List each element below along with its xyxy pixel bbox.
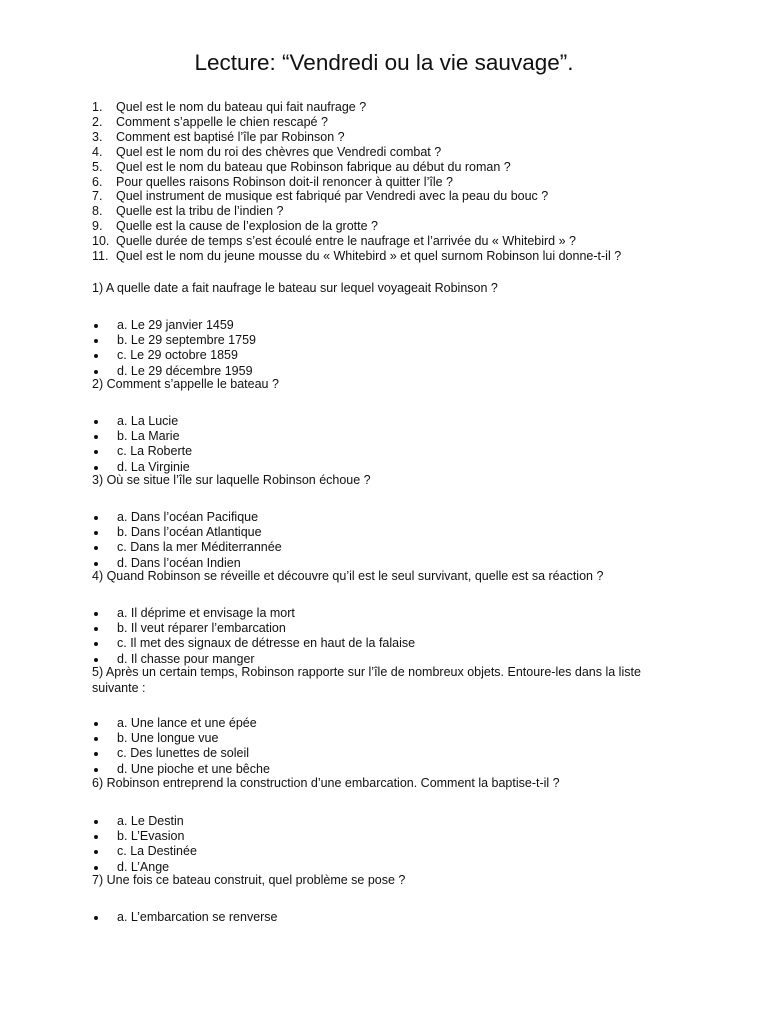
option-text: c. Des lunettes de soleil <box>117 746 250 761</box>
bullet-icon <box>94 370 98 374</box>
bullet-icon <box>94 866 98 870</box>
item-text: Quel est le nom du jeune mousse du « Whitebird » et quel surnom Robinson lui donne-t-il ? <box>116 249 622 264</box>
bullet-icon <box>94 531 98 535</box>
item-number: 3. <box>92 129 103 144</box>
item-text: Quelle durée de temps s’est écoulé entre le naufrage et l’arrivée du « Whitebird » ? <box>116 234 576 249</box>
quiz-block-5 <box>92 665 672 696</box>
bullet-icon <box>94 354 98 358</box>
list-item <box>92 160 621 175</box>
quiz-question: 4) Quand Robinson se réveille et découvre qu’il est le seul survivant, quelle est sa réaction ? <box>92 569 604 583</box>
bullet-icon <box>94 850 98 854</box>
option-text: b. Dans l’océan Atlantique <box>117 525 262 540</box>
quiz-block-4 <box>92 569 672 585</box>
quiz-option <box>92 540 672 555</box>
bullet-icon <box>94 562 98 566</box>
item-text: Quelle est la tribu de l’indien ? <box>116 204 284 219</box>
quiz-question: 2) Comment s’appelle le bateau ? <box>92 377 279 391</box>
option-text: c. Le 29 octobre 1859 <box>117 348 238 363</box>
bullet-icon <box>94 916 98 920</box>
quiz-options-7 <box>92 910 672 925</box>
bullet-icon <box>94 612 98 616</box>
item-text: Quelle est la cause de l’explosion de la grotte ? <box>116 219 378 234</box>
item-number: 7. <box>92 189 103 204</box>
item-text: Quel est le nom du roi des chèvres que Vendredi combat ? <box>116 144 442 159</box>
item-text: Quel instrument de musique est fabriqué par Vendredi avec la peau du bouc ? <box>116 189 549 204</box>
list-item <box>92 100 621 115</box>
item-number: 2. <box>92 114 103 129</box>
quiz-options-3 <box>92 510 672 571</box>
list-item <box>92 175 621 190</box>
option-text: d. Le 29 décembre 1959 <box>117 363 253 378</box>
bullet-icon <box>94 324 98 328</box>
option-text: a. Le 29 janvier 1459 <box>117 318 234 332</box>
quiz-option <box>92 429 672 444</box>
bullet-icon <box>94 420 98 424</box>
quiz-question: 6) Robinson entreprend la construction d’une embarcation. Comment la baptise-t-il ? <box>92 776 560 790</box>
quiz-option <box>92 762 672 777</box>
bullet-icon <box>94 546 98 550</box>
option-text: b. Une longue vue <box>117 731 219 746</box>
quiz-question: 3) Où se situe l’île sur laquelle Robinson échoue ? <box>92 473 371 487</box>
option-text: a. Dans l’océan Pacifique <box>117 510 259 524</box>
bullet-icon <box>94 450 98 454</box>
quiz-option <box>92 621 672 636</box>
page-title: Lecture: “Vendredi ou la vie sauvage”. <box>194 50 574 75</box>
bullet-icon <box>94 339 98 343</box>
item-number: 4. <box>92 144 103 159</box>
option-text: c. Dans la mer Méditerrannée <box>117 540 282 555</box>
quiz-block-3 <box>92 473 672 489</box>
option-text: a. Il déprime et envisage la mort <box>117 606 295 620</box>
bullet-icon <box>94 835 98 839</box>
item-text: Quel est le nom du bateau qui fait naufrage ? <box>116 100 367 114</box>
item-text: Comment est baptisé l’île par Robinson ? <box>116 129 345 144</box>
quiz-options-5 <box>92 716 672 777</box>
option-text: b. La Marie <box>117 429 180 444</box>
item-text: Pour quelles raisons Robinson doit-il renoncer à quitter l’île ? <box>116 174 453 189</box>
quiz-option <box>92 731 672 746</box>
quiz-question: 5) Après un certain temps, Robinson rapporte sur l’île de nombreux objets. Entoure-les dans la liste suivante : <box>92 665 641 695</box>
item-number: 5. <box>92 159 103 174</box>
quiz-option <box>92 510 672 525</box>
option-text: c. La Roberte <box>117 444 193 459</box>
item-number: 9. <box>92 219 103 234</box>
quiz-option <box>92 829 672 844</box>
quiz-question: 1) A quelle date a fait naufrage le bateau sur lequel voyageait Robinson ? <box>92 281 498 295</box>
bullet-icon <box>94 435 98 439</box>
list-item <box>92 115 621 130</box>
quiz-question: 7) Une fois ce bateau construit, quel problème se pose ? <box>92 873 406 887</box>
option-text: a. La Lucie <box>117 414 179 428</box>
option-text: a. Une lance et une épée <box>117 716 257 730</box>
quiz-option <box>92 606 672 621</box>
quiz-options-1 <box>92 318 672 379</box>
quiz-block-7 <box>92 873 672 889</box>
quiz-option <box>92 910 672 925</box>
option-text: d. Il chasse pour manger <box>117 651 255 666</box>
bullet-icon <box>94 768 98 772</box>
bullet-icon <box>94 516 98 520</box>
bullet-icon <box>94 642 98 646</box>
option-text: b. Le 29 septembre 1759 <box>117 333 256 348</box>
list-item <box>92 130 621 145</box>
option-text: c. La Destinée <box>117 844 197 859</box>
quiz-options-2 <box>92 414 672 475</box>
bullet-icon <box>94 722 98 726</box>
question-list <box>92 100 621 264</box>
quiz-option <box>92 716 672 731</box>
list-item <box>92 145 621 160</box>
option-text: d. Dans l’océan Indien <box>117 555 241 570</box>
quiz-option <box>92 814 672 829</box>
item-text: Comment s’appelle le chien rescapé ? <box>116 114 328 129</box>
bullet-icon <box>94 820 98 824</box>
quiz-option <box>92 348 672 363</box>
item-number: 1. <box>92 100 103 114</box>
quiz-options-4 <box>92 606 672 667</box>
quiz-option <box>92 414 672 429</box>
quiz-block-1 <box>92 281 672 297</box>
list-item <box>92 234 621 249</box>
quiz-option <box>92 318 672 333</box>
bullet-icon <box>94 466 98 470</box>
quiz-option <box>92 525 672 540</box>
option-text: b. L’Evasion <box>117 829 185 844</box>
quiz-option <box>92 746 672 761</box>
item-number: 6. <box>92 174 103 189</box>
item-text: Quel est le nom du bateau que Robinson fabrique au début du roman ? <box>116 159 511 174</box>
bullet-icon <box>94 627 98 631</box>
bullet-icon <box>94 737 98 741</box>
quiz-option <box>92 844 672 859</box>
option-text: c. Il met des signaux de détresse en haut de la falaise <box>117 636 416 651</box>
quiz-option <box>92 333 672 348</box>
quiz-options-6 <box>92 814 672 875</box>
quiz-block-6 <box>92 776 672 792</box>
quiz-option <box>92 444 672 459</box>
option-text: d. Une pioche et une bêche <box>117 761 270 776</box>
list-item <box>92 219 621 234</box>
option-text: b. Il veut réparer l’embarcation <box>117 621 286 636</box>
list-item <box>92 249 621 264</box>
list-item <box>92 204 621 219</box>
item-number: 11. <box>92 249 109 264</box>
option-text: d. La Virginie <box>117 459 190 474</box>
item-number: 10. <box>92 234 110 249</box>
quiz-block-2 <box>92 377 672 393</box>
bullet-icon <box>94 752 98 756</box>
option-text: a. L’embarcation se renverse <box>117 910 278 924</box>
item-number: 8. <box>92 204 103 219</box>
list-item <box>92 189 621 204</box>
quiz-option <box>92 636 672 651</box>
option-text: a. Le Destin <box>117 814 184 828</box>
option-text: d. L’Ange <box>117 859 170 874</box>
bullet-icon <box>94 658 98 662</box>
